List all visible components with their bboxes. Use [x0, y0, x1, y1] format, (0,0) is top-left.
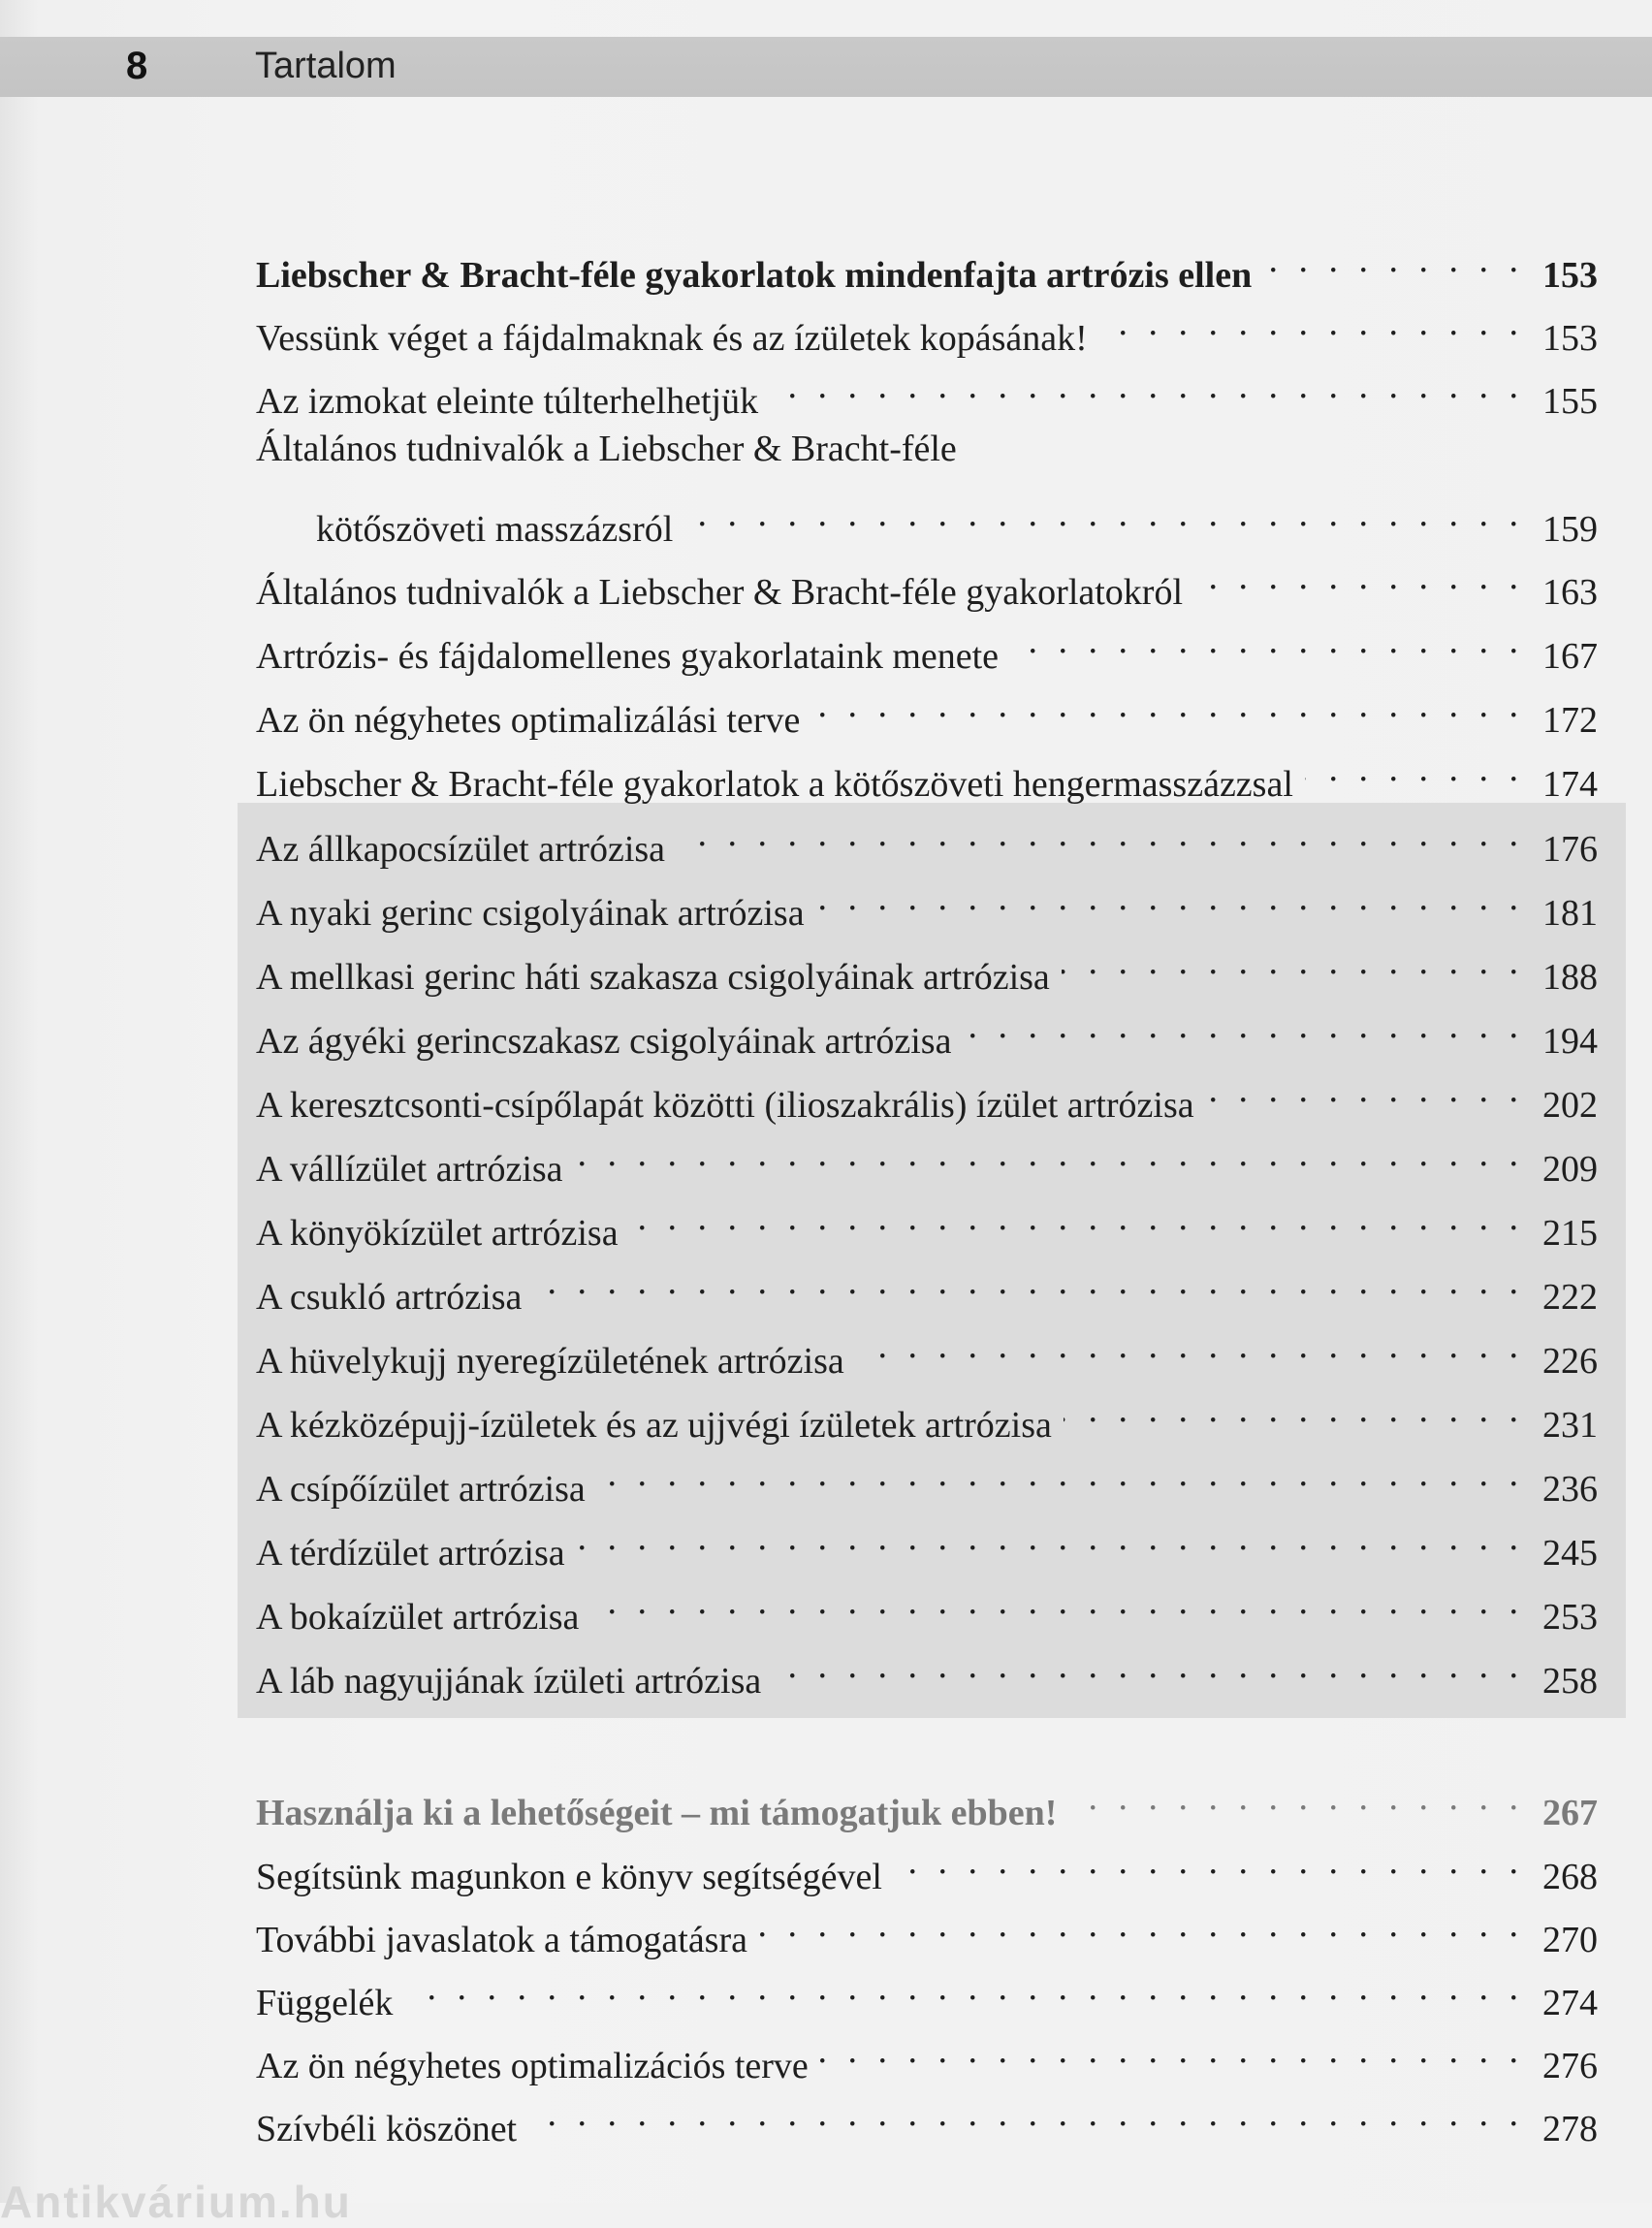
- toc-entry-title: Függelék: [256, 1983, 394, 2023]
- toc-entry: [256, 422, 1598, 476]
- toc-entry: [256, 1834, 1598, 1897]
- toc-entry: [256, 1063, 1598, 1126]
- toc-entry-page: 245: [1542, 1533, 1598, 1574]
- toc-entry-page: 278: [1542, 2109, 1598, 2149]
- toc-entry-page: 194: [1542, 1021, 1598, 1062]
- toc-leader-dots: [528, 2086, 1524, 2141]
- toc-entry: [256, 1383, 1598, 1446]
- toc-entry-title: A térdízület artrózisa: [256, 1533, 565, 1574]
- running-head: Tartalom: [255, 46, 397, 86]
- toc-entry: [256, 1191, 1598, 1254]
- header-band: [0, 37, 1652, 97]
- toc-entry-title: kötőszöveti masszázsról: [316, 509, 674, 550]
- toc-entry-page: 155: [1542, 381, 1598, 422]
- toc-entry-page: 258: [1542, 1661, 1598, 1702]
- toc-entry-page: 202: [1542, 1085, 1598, 1126]
- toc-entry-page: 153: [1542, 255, 1598, 296]
- toc-entry: [256, 2086, 1598, 2149]
- toc-entry-page: 268: [1542, 1857, 1598, 1897]
- toc-entry: [256, 935, 1598, 998]
- toc-entry-page: 167: [1542, 636, 1598, 677]
- toc-entry: [256, 999, 1598, 1062]
- toc-leader-dots: [1010, 614, 1524, 668]
- toc-entry-page: 188: [1542, 957, 1598, 998]
- toc-entry-title: További javaslatok a támogatásra: [256, 1920, 747, 1960]
- toc-leader-dots: [1099, 296, 1524, 350]
- toc-entry: [256, 871, 1598, 934]
- toc-entry-title: Artrózis- és fájdalomellenes gyakorlataink menete: [256, 636, 1000, 677]
- toc-entry: [256, 614, 1598, 677]
- toc-entry-title: A keresztcsonti-csípőlapát közötti (ilioszakrális) ízület artrózisa: [256, 1085, 1194, 1126]
- toc-entry: [256, 1639, 1598, 1702]
- toc-leader-dots: [856, 1319, 1524, 1373]
- toc-entry: [256, 1447, 1598, 1510]
- toc-entry: [256, 1127, 1598, 1190]
- toc-entry-title: A kézközépujj-ízületek és az ujjvégi ízületek artrózisa: [256, 1405, 1052, 1446]
- toc-entry-title: Segítsünk magunkon e könyv segítségével: [256, 1857, 882, 1897]
- toc-entry-title: Az ön négyhetes optimalizálási terve: [256, 700, 801, 741]
- toc-leader-dots: [404, 1960, 1524, 2015]
- toc-entry-page: 215: [1542, 1213, 1598, 1254]
- toc-entry-page: 163: [1542, 572, 1598, 613]
- toc-entry-title: Az izmokat eleinte túlterhelhetjük: [256, 381, 759, 422]
- toc-entry-title: A nyaki gerinc csigolyáinak artrózisa: [256, 893, 805, 934]
- toc-leader-dots: [820, 2023, 1524, 2078]
- toc-leader-dots: [1305, 742, 1524, 796]
- toc-entry-page: 222: [1542, 1277, 1598, 1318]
- toc-leader-dots: [677, 807, 1524, 861]
- toc-leader-dots: [1263, 233, 1524, 287]
- toc-entry: [256, 1319, 1598, 1382]
- toc-entry: [256, 1897, 1598, 1960]
- toc-leader-dots: [630, 1191, 1524, 1245]
- toc-entry: [256, 1255, 1598, 1318]
- toc-entry: [256, 296, 1598, 359]
- toc-leader-dots: [684, 487, 1524, 541]
- toc-entry-title: Az ön négyhetes optimalizációs terve: [256, 2046, 809, 2086]
- toc-leader-dots: [816, 871, 1524, 925]
- toc-entry-title: A csukló artrózisa: [256, 1277, 523, 1318]
- toc-entry-title: Liebscher & Bracht-féle gyakorlatok mindenfajta artrózis ellen: [256, 255, 1253, 296]
- toc-leader-dots: [1062, 935, 1524, 989]
- toc-entry: [256, 359, 1598, 422]
- toc-entry-page: 253: [1542, 1597, 1598, 1638]
- toc-entry-page: 209: [1542, 1149, 1598, 1190]
- toc-entry-page: 176: [1542, 829, 1598, 870]
- toc-entry-title: A bokaízület artrózisa: [256, 1597, 580, 1638]
- toc-entry-page: 153: [1542, 318, 1598, 359]
- toc-entry-title: Az állkapocsízület artrózisa: [256, 829, 666, 870]
- toc-entry-title: Szívbéli köszönet: [256, 2109, 518, 2149]
- toc-leader-dots: [1068, 1770, 1524, 1825]
- toc-leader-dots: [597, 1447, 1524, 1501]
- toc-entry-page: 274: [1542, 1983, 1598, 2023]
- toc-entry: [256, 1960, 1598, 2023]
- toc-entry-title: Az ágyéki gerincszakasz csigolyáinak artrózisa: [256, 1021, 952, 1062]
- toc-entry-page: 270: [1542, 1920, 1598, 1960]
- toc-entry-title: A csípőízület artrózisa: [256, 1469, 586, 1510]
- toc-entry: [256, 678, 1598, 741]
- toc-leader-dots: [590, 1575, 1524, 1629]
- page-number: 8: [126, 45, 148, 87]
- toc-entry-page: 231: [1542, 1405, 1598, 1446]
- toc-entry-title: Vessünk véget a fájdalmaknak és az ízületek kopásának!: [256, 318, 1088, 359]
- toc-entry-page: 174: [1542, 764, 1598, 805]
- toc-entry-title: A láb nagyujjának ízületi artrózisa: [256, 1661, 762, 1702]
- toc-entry-title: Általános tudnivalók a Liebscher & Bracht-féle gyakorlatokról: [256, 572, 1184, 613]
- toc-entry: [256, 742, 1598, 805]
- toc-entry: [256, 487, 1598, 550]
- toc-entry-page: 172: [1542, 700, 1598, 741]
- toc-entry-title: A vállízület artrózisa: [256, 1149, 563, 1190]
- toc-leader-dots: [1194, 550, 1524, 604]
- toc-entry-title: A könyökízület artrózisa: [256, 1213, 619, 1254]
- toc-leader-dots: [770, 359, 1524, 413]
- toc-entry-title: Általános tudnivalók a Liebscher & Bracht-féle: [256, 429, 957, 469]
- toc-leader-dots: [759, 1897, 1524, 1952]
- toc-entry: [256, 233, 1598, 296]
- toc-leader-dots: [963, 999, 1524, 1053]
- toc-leader-dots: [575, 1127, 1524, 1181]
- toc-entry-title: A mellkasi gerinc háti szakasza csigolyáinak artrózisa: [256, 957, 1050, 998]
- toc-leader-dots: [773, 1639, 1524, 1693]
- toc-entry-page: 226: [1542, 1341, 1598, 1382]
- toc-entry-page: 276: [1542, 2046, 1598, 2086]
- toc-entry: [256, 807, 1598, 870]
- toc-entry-page: 181: [1542, 893, 1598, 934]
- toc-entry: [256, 550, 1598, 613]
- toc-entry: [256, 1575, 1598, 1638]
- toc-entry-page: 159: [1542, 509, 1598, 550]
- toc-entry-page: 236: [1542, 1469, 1598, 1510]
- watermark-text: Antikvárium.hu: [0, 2177, 352, 2227]
- toc-leader-dots: [577, 1511, 1524, 1565]
- toc-entry-title: A hüvelykujj nyeregízületének artrózisa: [256, 1341, 844, 1382]
- toc-entry-page: 267: [1542, 1793, 1598, 1833]
- toc-entry: [256, 1511, 1598, 1574]
- toc-entry: [256, 1770, 1598, 1833]
- toc-entry-title: Liebscher & Bracht-féle gyakorlatok a kötőszöveti hengermasszázzsal: [256, 764, 1293, 805]
- toc-leader-dots: [1064, 1383, 1524, 1437]
- toc-leader-dots: [894, 1834, 1524, 1889]
- toc-entry: [256, 2023, 1598, 2086]
- toc-leader-dots: [533, 1255, 1524, 1309]
- toc-leader-dots: [811, 678, 1524, 732]
- toc-entry-title: Használja ki a lehetőségeit – mi támogatjuk ebben!: [256, 1793, 1058, 1833]
- toc-leader-dots: [1206, 1063, 1524, 1117]
